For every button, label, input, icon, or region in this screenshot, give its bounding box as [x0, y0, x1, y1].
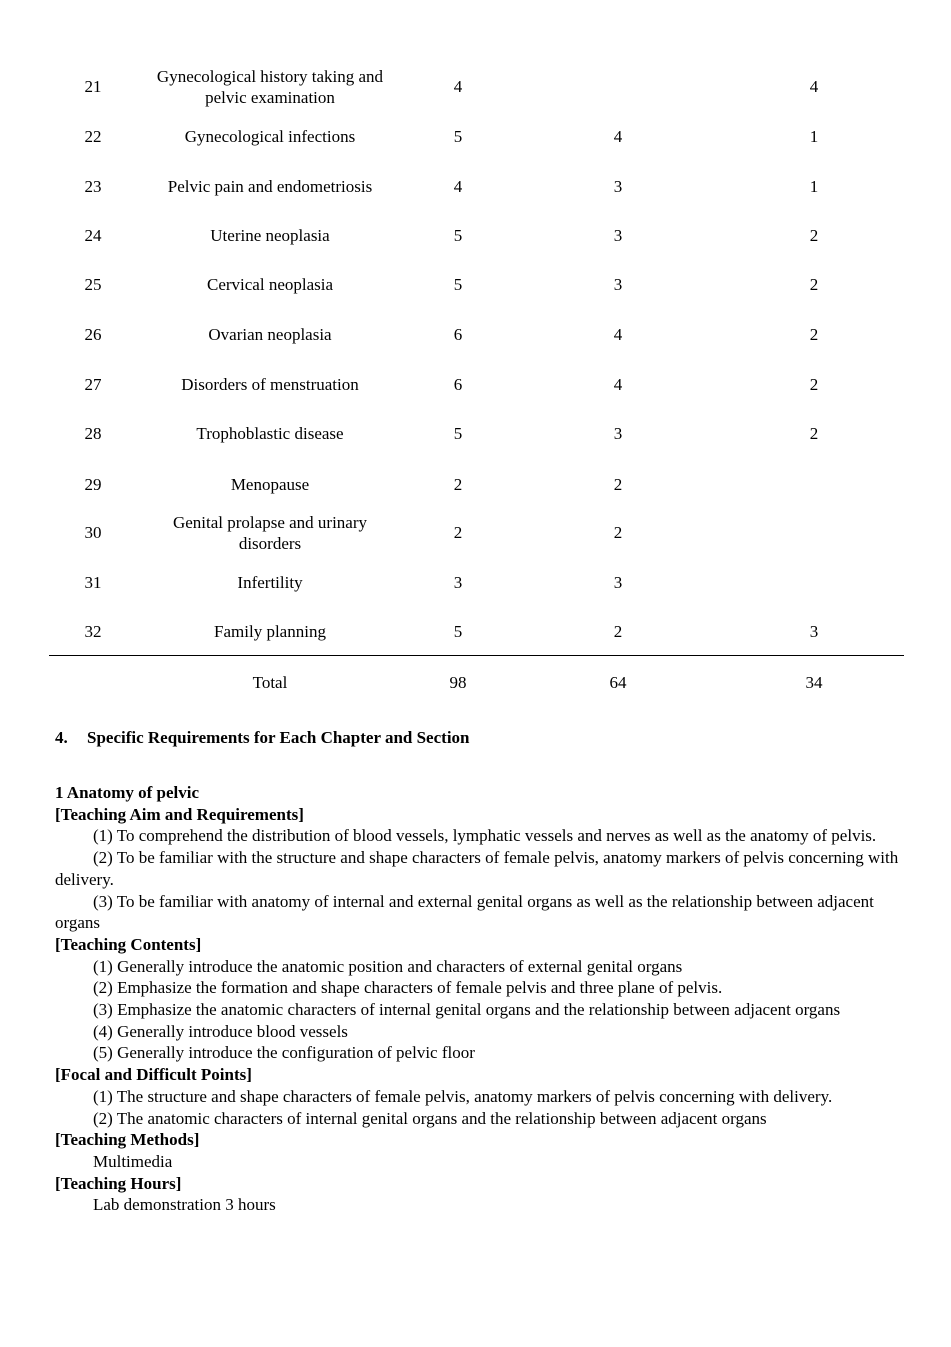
table-row — [49, 421, 904, 445]
table-row — [49, 124, 904, 148]
row-lab-hours: 3 — [809, 621, 819, 641]
row-theory-hours: 2 — [613, 523, 623, 542]
row-theory-hours: 4 — [613, 126, 623, 146]
row-total-hours: 3 — [453, 572, 463, 592]
row-lab-hours — [784, 472, 844, 496]
row-content: Gynecological infections — [184, 126, 356, 146]
row-theory-hours: 4 — [613, 374, 623, 394]
row-lab-hours: 4 — [809, 77, 819, 96]
contents-heading: [Teaching Contents] — [55, 934, 202, 954]
row-content: Trophoblastic disease — [196, 423, 344, 443]
table-row — [49, 472, 904, 496]
methods-text: Multimedia — [93, 1151, 173, 1171]
row-theory-hours: 4 — [613, 324, 623, 344]
table-row — [49, 372, 904, 396]
row-total-hours: 5 — [453, 126, 463, 146]
table-row — [49, 570, 904, 594]
total-row — [49, 670, 904, 694]
row-theory-hours: 3 — [613, 225, 623, 245]
row-total-hours: 4 — [453, 77, 463, 96]
aim-item: (2) To be familiar with the structure and shape characters of female pelvis, anatomy markers of pelvis concerning with delivery. — [55, 848, 899, 889]
row-lab-hours — [784, 570, 844, 594]
row-number: 32 — [84, 621, 102, 641]
row-number: 27 — [84, 374, 102, 394]
table-row — [49, 510, 904, 555]
focal-item: (2) The anatomic characters of internal genital organs and the relationship between adjacent organs — [93, 1108, 767, 1128]
row-theory-hours: 3 — [613, 572, 623, 592]
grand-theory-hours: 64 — [609, 672, 627, 692]
focal-heading: [Focal and Difficult Points] — [55, 1065, 252, 1085]
row-content: Family planning — [214, 621, 326, 641]
row-total-hours: 4 — [453, 176, 463, 196]
row-theory-hours — [588, 64, 648, 109]
row-lab-hours: 2 — [809, 423, 819, 443]
row-theory-hours: 3 — [613, 423, 623, 443]
table-row — [49, 272, 904, 296]
table-row — [49, 64, 904, 109]
content-item: (4) Generally introduce blood vessels — [93, 1021, 348, 1041]
row-number: 28 — [84, 423, 102, 443]
section-heading — [55, 728, 470, 748]
row-lab-hours — [784, 510, 844, 555]
content-item: (3) Emphasize the anatomic characters of internal genital organs and the relationship between adjacent organs — [93, 1000, 841, 1020]
row-theory-hours: 2 — [613, 621, 623, 641]
row-number: 24 — [84, 225, 102, 245]
row-theory-hours: 3 — [613, 176, 623, 196]
table-row — [49, 223, 904, 247]
section-number: 4. — [55, 728, 68, 747]
section-title: Specific Requirements for Each Chapter and Section — [87, 728, 470, 747]
row-content: Uterine neoplasia — [210, 225, 330, 245]
row-lab-hours: 2 — [809, 324, 819, 344]
grand-total-hours: 98 — [449, 672, 467, 692]
row-content: Gynecological history taking and pelvic examination — [156, 66, 384, 107]
row-total-hours: 2 — [453, 523, 463, 542]
row-total-hours: 5 — [453, 225, 463, 245]
grand-lab-hours: 34 — [805, 672, 823, 692]
row-content: Disorders of menstruation — [181, 374, 359, 394]
row-content: Genital prolapse and urinary disorders — [172, 512, 367, 553]
aim-heading: [Teaching Aim and Requirements] — [55, 804, 304, 824]
row-content: Cervical neoplasia — [206, 274, 334, 294]
methods-heading: [Teaching Methods] — [55, 1130, 200, 1150]
total-label: Total — [252, 672, 288, 692]
row-total-hours: 5 — [453, 274, 463, 294]
row-content: Infertility — [237, 572, 303, 592]
hours-heading: [Teaching Hours] — [55, 1173, 182, 1193]
focal-item: (1) The structure and shape characters of female pelvis, anatomy markers of pelvis concerning with delivery. — [93, 1086, 833, 1106]
row-number: 26 — [84, 324, 102, 344]
row-lab-hours: 2 — [809, 225, 819, 245]
content-item: (1) Generally introduce the anatomic position and characters of external genital organs — [93, 956, 683, 976]
row-content: Menopause — [230, 474, 310, 494]
chapter-title: 1 Anatomy of pelvic — [55, 783, 200, 802]
hours-table — [49, 0, 904, 700]
row-total-hours: 2 — [453, 474, 463, 494]
hours-text: Lab demonstration 3 hours — [93, 1195, 276, 1215]
row-lab-hours: 1 — [809, 176, 819, 196]
aim-item: (3) To be familiar with anatomy of internal and external genital organs as well as the relationship between adjacent organs — [55, 891, 874, 933]
total-divider-line — [49, 655, 904, 656]
chapter-body — [55, 782, 905, 1216]
row-number: 30 — [84, 523, 102, 542]
row-number: 29 — [84, 474, 102, 494]
row-number: 31 — [84, 572, 102, 592]
row-number: 25 — [84, 274, 102, 294]
aim-item: (1) To comprehend the distribution of blood vessels, lymphatic vessels and nerves as well as the anatomy of pelvis. — [93, 826, 877, 846]
row-theory-hours: 3 — [613, 274, 623, 294]
row-total-hours: 5 — [453, 621, 463, 641]
row-total-hours: 6 — [453, 374, 463, 394]
content-item: (5) Generally introduce the configuration of pelvic floor — [93, 1043, 475, 1063]
row-theory-hours: 2 — [613, 474, 623, 494]
row-lab-hours: 1 — [809, 126, 819, 146]
content-item: (2) Emphasize the formation and shape characters of female pelvis and three plane of pelvis. — [93, 978, 723, 998]
table-row — [49, 322, 904, 346]
row-content: Pelvic pain and endometriosis — [167, 176, 373, 196]
row-total-hours: 5 — [453, 423, 463, 443]
row-lab-hours: 2 — [809, 274, 819, 294]
row-number: 22 — [84, 126, 102, 146]
row-number: 21 — [84, 77, 102, 96]
row-lab-hours: 2 — [809, 374, 819, 394]
row-number: 23 — [84, 176, 102, 196]
row-content: Ovarian neoplasia — [208, 324, 332, 344]
table-row — [49, 174, 904, 198]
table-row — [49, 619, 904, 643]
row-total-hours: 6 — [453, 324, 463, 344]
